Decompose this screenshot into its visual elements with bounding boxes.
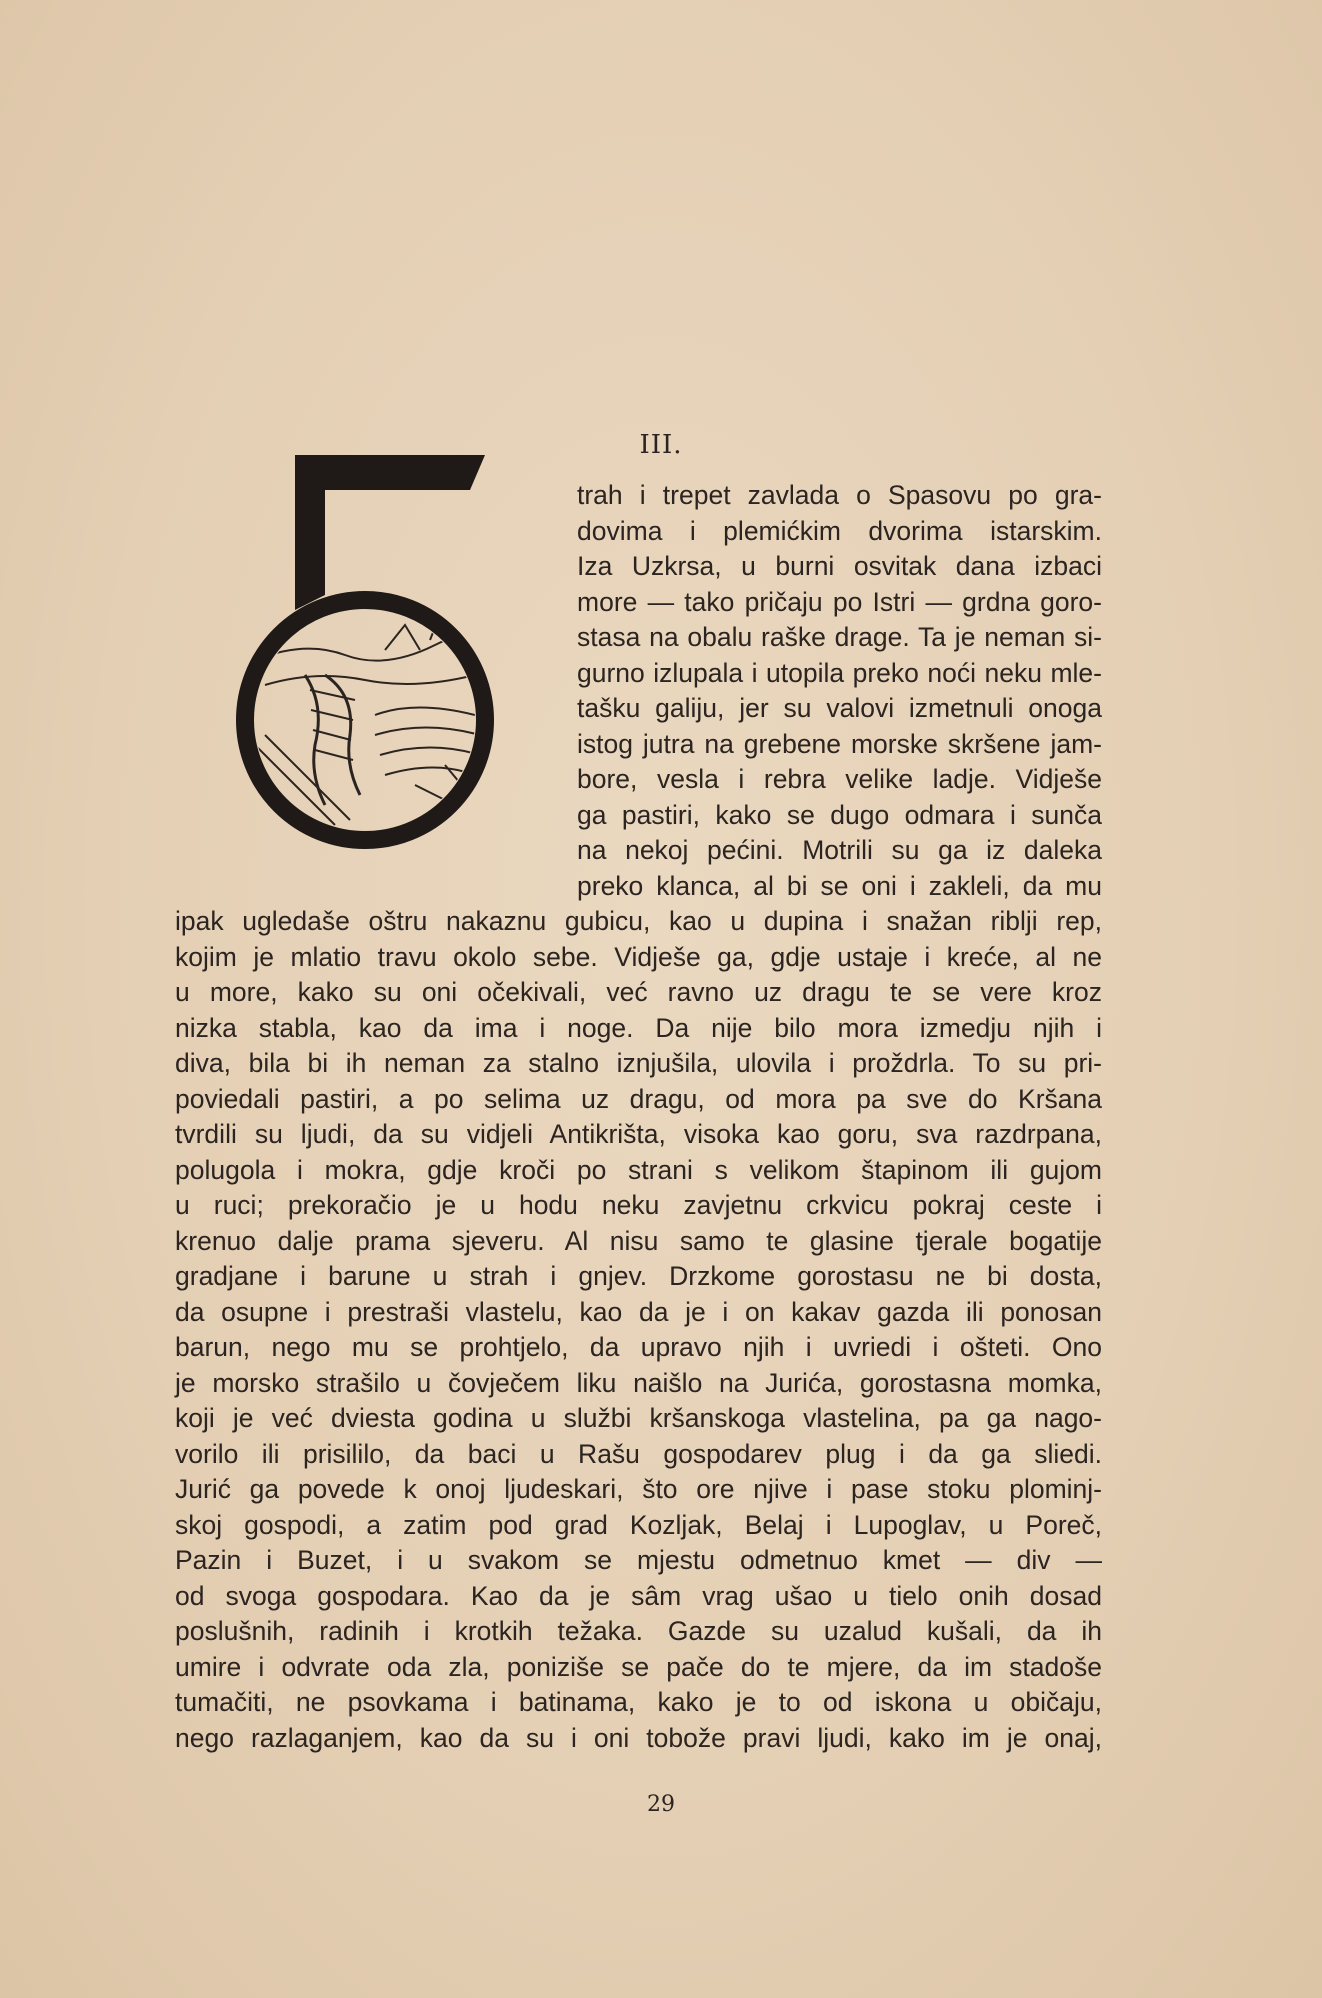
- text-line: krenuo dalje prama sjeveru. Al nisu samo te glasine tjerale bogatije: [175, 1225, 1102, 1256]
- text-line: tašku galiju, jer su valovi izmetnuli onoga: [577, 693, 1102, 723]
- page-number: 29: [647, 1792, 675, 1817]
- text-line: gurno izlupala i utopila preko noći neku mle-: [577, 657, 1102, 688]
- text-line: preko klanca, al bi se oni i zakleli, da mu: [577, 870, 1102, 901]
- text-line: u ruci; prekoračio je u hodu neku zavjetnu crkvicu pokraj ceste i: [175, 1190, 1102, 1220]
- text-line: nego razlaganjem, kao da su i oni tobože pravi ljudi, kako im je onaj,: [175, 1722, 1102, 1753]
- text-line: istog jutra na grebene morske skršene jam-: [577, 728, 1102, 759]
- text-line: ga pastiri, kako se dugo odmara i sunča: [577, 799, 1102, 830]
- body-text: [175, 478, 1102, 1756]
- text-line: od svoga gospodara. Kao da je sâm vrag ušao u tielo onih dosad: [175, 1580, 1102, 1611]
- text-line: kojim je mlatio travu okolo sebe. Vidješe ga, gdje ustaje i kreće, al ne: [175, 941, 1102, 972]
- text-line: nizka stabla, kao da ima i noge. Da nije bilo mora izmedju njih i: [175, 1012, 1102, 1043]
- text-line: ipak ugledaše oštru nakaznu gubicu, kao u dupina i snažan riblji rep,: [175, 906, 1102, 936]
- text-line: koji je već dviesta godina u službi kršanskoga vlastelina, pa ga nago-: [175, 1403, 1102, 1433]
- text-line: stasa na obalu raške drage. Ta je neman si-: [577, 622, 1102, 652]
- text-line: tumačiti, ne psovkama i batinama, kako je to od iskona u običaju,: [175, 1687, 1102, 1717]
- text-line: poviedali pastiri, a po selima uz dragu, od mora pa sve do Kršana: [175, 1083, 1102, 1114]
- text-line: bore, vesla i rebra velike ladje. Vidješe: [577, 764, 1102, 794]
- text-line: skoj gospodi, a zatim pod grad Kozljak, Belaj i Lupoglav, u Poreč,: [175, 1509, 1102, 1540]
- text-line: da osupne i prestraši vlastelu, kao da je i on kakav gazda ili ponosan: [175, 1296, 1102, 1327]
- text-line: polugola i mokra, gdje kroči po strani s velikom štapinom ili gujom: [175, 1154, 1102, 1185]
- text-line: je morsko strašilo u čovječem liku naišlo na Jurića, gorostasna momka,: [175, 1367, 1102, 1398]
- text-line: more — tako pričaju po Istri — grdna goro-: [577, 586, 1102, 617]
- chapter-heading: III.: [639, 430, 683, 460]
- text-line: dovima i plemićkim dvorima istarskim.: [577, 515, 1102, 546]
- text-line: u more, kako su oni očekivali, već ravno uz dragu te se vere kroz: [175, 977, 1102, 1007]
- text-line: barun, nego mu se prohtjelo, da upravo njih i uvriedi i ošteti. Ono: [175, 1332, 1102, 1362]
- text-line: trah i trepet zavlada o Spasovu po gra-: [577, 480, 1102, 510]
- text-line: Jurić ga povede k onoj ljudeskari, što ore njive i pase stoku plominj-: [175, 1474, 1102, 1504]
- text-line: vorilo ili prisililo, da baci u Rašu gospodarev plug i da ga sliedi.: [175, 1438, 1102, 1469]
- text-line: na nekoj pećini. Motrili su ga iz daleka: [577, 835, 1102, 865]
- text-line: Iza Uzkrsa, u burni osvitak dana izbaci: [577, 551, 1102, 581]
- text-line: Pazin i Buzet, i u svakom se mjestu odmetnuo kmet — div —: [175, 1545, 1102, 1575]
- text-line: tvrdili su ljudi, da su vidjeli Antikrišta, visoka kao goru, sva razdrpana,: [175, 1119, 1102, 1149]
- text-line: diva, bila bi ih neman za stalno iznjušila, ulovila i proždrla. To su pri-: [175, 1048, 1102, 1078]
- text-line: poslušnih, radinih i krotkih težaka. Gazde su uzalud kušali, da ih: [175, 1616, 1102, 1646]
- text-line: umire i odvrate oda zla, poniziše se pače do te mjere, da im stadoše: [175, 1651, 1102, 1682]
- text-line: gradjane i barune u strah i gnjev. Drzkome gorostasu ne bi dosta,: [175, 1261, 1102, 1291]
